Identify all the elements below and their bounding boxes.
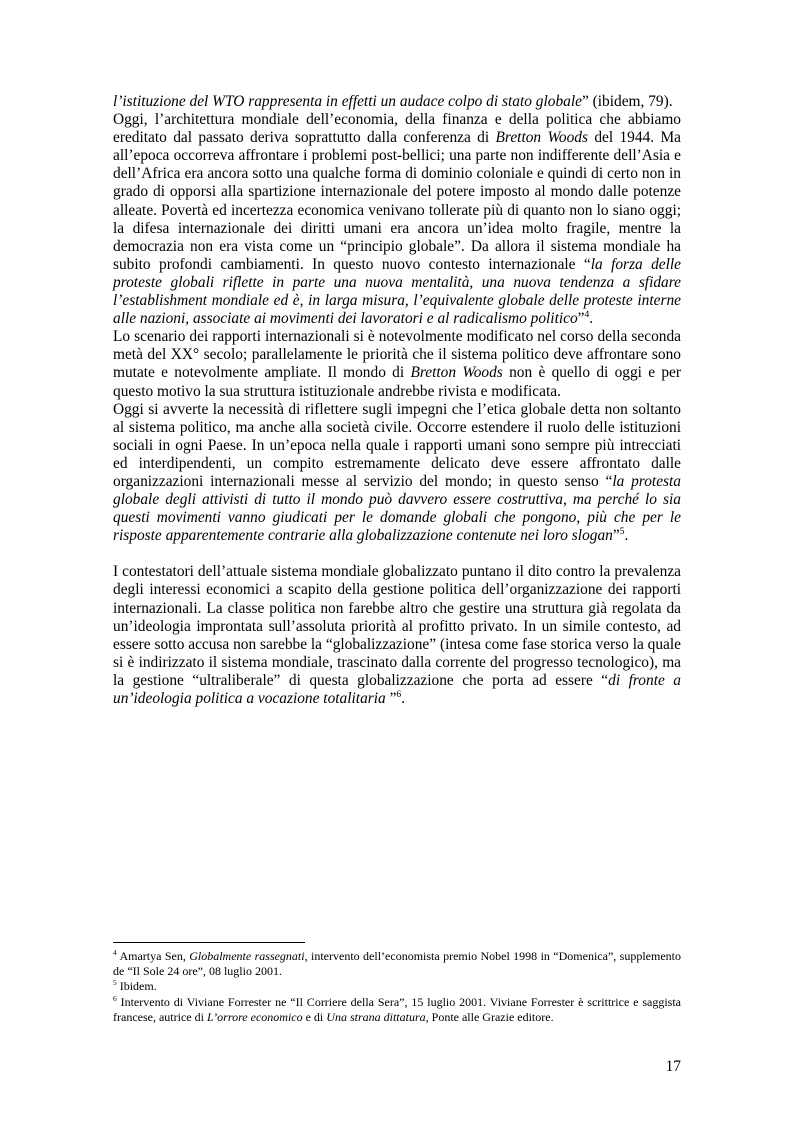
text-run: . [401, 690, 406, 707]
footnote [113, 995, 681, 1025]
footnote-ref: 4 [584, 309, 590, 320]
text-run: e di [302, 1009, 327, 1024]
text-run: , intervento dell’economista premio Nobel 1998 in “Domenica”, supplemento de “Il Sole 24 ore”, 08 luglio 2001. [113, 949, 681, 979]
text-run: , Ponte alle Grazie editore. [425, 1009, 554, 1024]
italic-text: la protesta globale degli attivisti di tutto il mondo può davvero essere costruttiva, ma perché lo sia questi movimenti vanno giudicati per le domande globali che pongono, più che per le risposte apparentemente contrarie alla globalizzazione contenute nei loro slogan [113, 472, 681, 545]
paragraph [113, 401, 681, 546]
text-run: del 1944. Ma all’epoca occorreva affrontare i problemi post-bellici; una parte non indifferente dell’Asia e dell’Africa era ancora sotto una qualche forma di dominio coloniale e quindi di certo non in grado di opporsi alla spartizione internazionale del potere imposto al mondo dalle potenze alleate. Povertà ed incertezza economica venivano tollerate più di quanto non lo siano oggi; la difesa internazionale dei diritti umani era ancora un’idea molto fragile, mentre la democrazia non era vista come un “principio globale”. Da allora il sistema mondiale ha subito profondi cambiamenti. In questo nuovo contesto internazionale “ [113, 129, 681, 273]
footnote [113, 949, 681, 979]
text-run: non è quello di oggi e per questo motivo la sua struttura istituzionale andrebbe rivista e modificata. [113, 364, 681, 400]
text-run: I contestatori dell’attuale sistema mondiale globalizzato puntano il dito contro la prevalenza degli interessi economici a scapito della gestione politica dell’organizzazione dei rapporti internazionali. La classe politica non farebbe altro che gestire una struttura già regolata da un’ideologia improntata sull’assoluta priorità al profitto privato. In un simile contesto, ad essere sotto accusa non sarebbe la “globalizzazione” (intesa come fase storica verso la quale si è indirizzato il sistema mondiale, trascinato dalla corrente del progresso tecnologico), ma la gestione “ultraliberale” di questa globalizzazione che porta ad essere “ [113, 563, 681, 689]
italic-text: la forza delle proteste globali riflette in parte una nuova mentalità, una nuova tendenza a sfidare l’establishment mondiale ed è, in larga misura, l’equivalente globale delle proteste interne alle nazioni, associate ai movimenti dei lavoratori e al radicalismo politico [113, 255, 681, 328]
text-run: ” (ibidem, 79). [581, 93, 673, 110]
text-run: ” [612, 527, 620, 545]
footnote-ref: 6 [396, 688, 402, 700]
text-run: ” [577, 310, 585, 328]
italic-text: di fronte a un’ideologia politica a vocazione totalitaria [113, 671, 681, 707]
text-run: . [624, 527, 629, 545]
italic-text: l’istituzione del WTO rappresenta in effetti un audace colpo di stato globale [113, 93, 582, 110]
text-run: Oggi, l’architettura mondiale dell’economia, della finanza e della politica che abbiamo ereditato dal passato deriva soprattutto dalla conferenza di [113, 111, 681, 147]
footnotes [113, 949, 681, 1025]
text-run: Lo scenario dei rapporti internazionali si è notevolmente modificato nel corso della seconda metà del XX° secolo; parallelamente le priorità che il sistema politico deve affrontare sono mutate e notevolmente ampliate. Il mondo di [113, 328, 681, 382]
paragraph [113, 563, 681, 708]
paragraph [113, 328, 681, 400]
italic-text: Bretton Woods [410, 364, 503, 382]
text-run: Ibidem. [116, 979, 157, 994]
footnote-separator [113, 942, 305, 943]
page-number: 17 [665, 1058, 681, 1075]
text-run: Oggi si avverte la necessità di riflettere sugli impegni che l’etica globale detta non soltanto al sistema politico, ma anche alla società civile. Occorre estendere il ruolo delle istituzioni sociali in ogni Paese. In un’epoca nella quale i rapporti umani sono sempre più intrecciati ed interdipendenti, un compito estremamente delicato deve essere affrontato dalle organizzazioni internazionali messe al servizio del mondo; in questo senso “ [113, 400, 681, 490]
italic-text: L’orrore economico [206, 1009, 303, 1024]
italic-text: Bretton Woods [495, 129, 588, 147]
footnote-ref: 5 [113, 978, 117, 988]
text-run: Amartya Sen, [116, 949, 190, 963]
paragraph [113, 93, 681, 111]
text-run: Intervento di Viviane Forrester ne “Il Corriere della Sera”, 15 luglio 2001. Viviane Forrester è scrittrice e saggista francese, autrice di [113, 994, 681, 1024]
footnote-ref: 4 [113, 948, 117, 957]
footnote-ref: 5 [619, 526, 625, 538]
footnote [113, 979, 681, 994]
text-run: . [589, 310, 594, 328]
italic-text: Una strana dittatura [326, 1009, 426, 1024]
text-run: ” [385, 690, 397, 707]
footnote-ref: 6 [113, 993, 117, 1003]
paragraph [113, 111, 681, 328]
italic-text: Globalmente rassegnati [189, 949, 305, 963]
body-text [113, 93, 681, 708]
